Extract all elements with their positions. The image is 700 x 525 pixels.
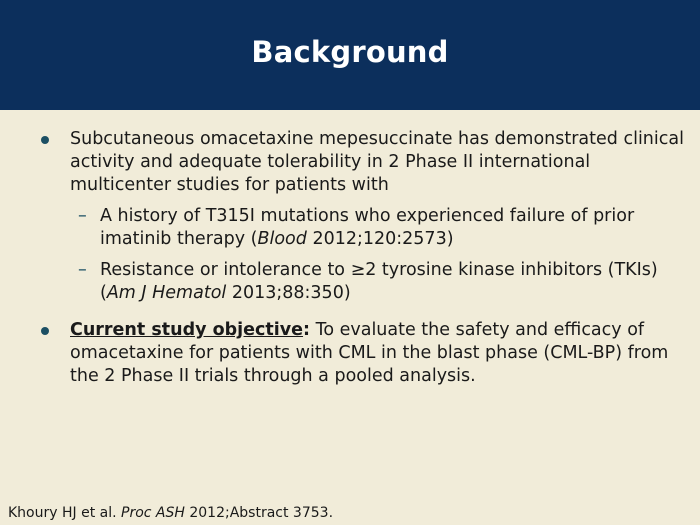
bullet-item-1	[40, 128, 685, 197]
footer-citation: 2012;Abstract 3753.	[184, 505, 334, 521]
objective-label: Current study objective	[70, 320, 304, 340]
dash-icon: –	[78, 260, 87, 280]
objective-colon: :	[303, 320, 311, 340]
citation: 2013;88:350)	[226, 283, 351, 303]
sub-bullet-text: A history of T315I mutations who experienced failure of prior imatinib therapy (	[100, 206, 635, 249]
footer-journal: Proc ASH	[121, 505, 185, 521]
footer-authors: Khoury HJ et al.	[8, 505, 122, 521]
sub-bullet-1	[40, 205, 685, 251]
sub-bullet-text: Resistance or intolerance to ≥2 tyrosine kinase inhibitors (TKIs) (	[100, 260, 658, 303]
bullet-dot-icon	[41, 136, 49, 144]
slide-content	[40, 128, 685, 394]
journal-name: Blood	[257, 229, 307, 249]
citation: 2012;120:2573)	[306, 229, 454, 249]
title-bar	[0, 0, 700, 110]
footer-reference	[8, 504, 333, 522]
bullet-dot-icon	[41, 327, 49, 335]
bullet-text: Subcutaneous omacetaxine mepesuccinate has demonstrated clinical activity and adequate tolerability in 2 Phase II international multicenter studies for patients with	[70, 129, 684, 195]
sub-bullet-2	[40, 259, 685, 305]
dash-icon: –	[78, 206, 87, 226]
objective-text: To evaluate the safety and efficacy of omacetaxine for patients with CML in the blast phase (CML-BP) from the 2 Phase II trials through a pooled analysis.	[70, 320, 669, 386]
journal-name: Am J Hematol	[106, 283, 227, 303]
slide-title: Background	[251, 35, 449, 69]
bullet-item-2	[40, 319, 685, 388]
